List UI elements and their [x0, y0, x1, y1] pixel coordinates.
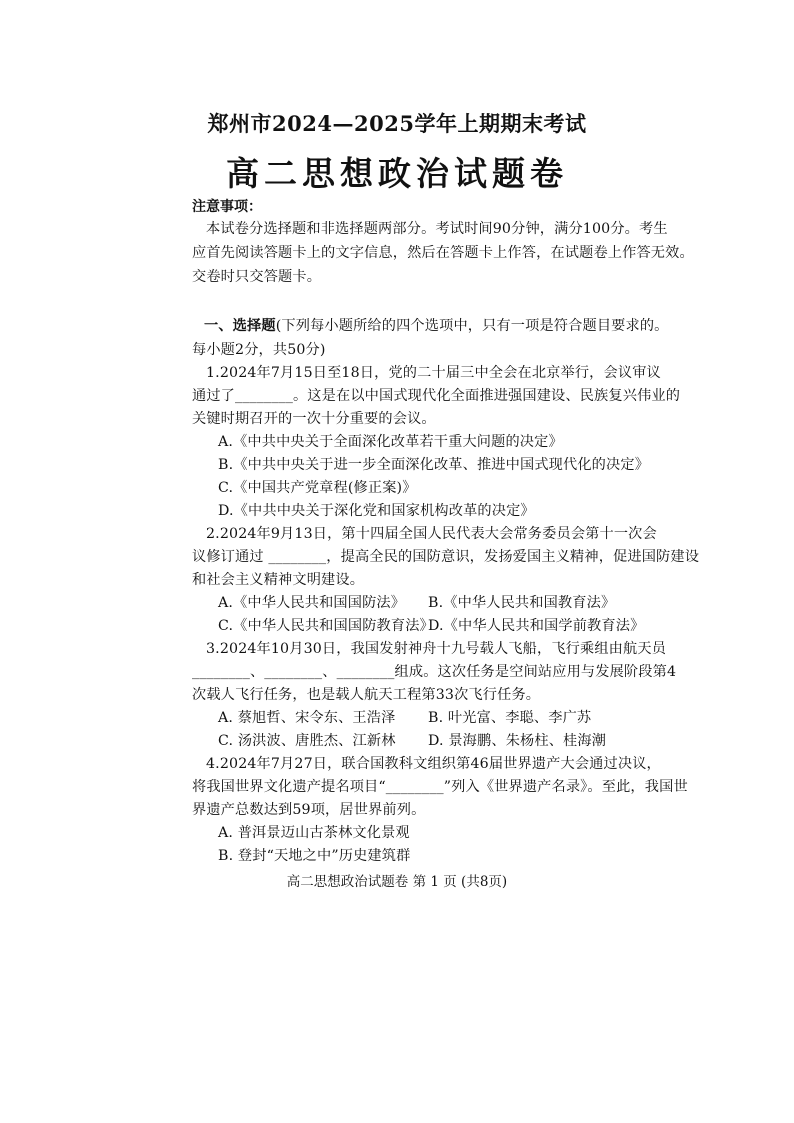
- question-4-stem: 界遗产总数达到59项，居世界前列。: [192, 802, 426, 818]
- question-3-option-c: C. 汤洪波、唐胜杰、江新林: [218, 733, 396, 749]
- question-1-option-c: C.《中国共产党章程(修正案)》: [218, 480, 417, 496]
- question-1-option-a: A.《中共中央关于全面深化改革若干重大问题的决定》: [218, 434, 563, 450]
- question-2-stem: 和社会主义精神文明建设。: [192, 572, 365, 588]
- paper-title: 高二思想政治试题卷: [226, 154, 568, 193]
- question-3-option-b: B. 叶光富、李聪、李广苏: [428, 710, 592, 726]
- question-4-stem: 将我国世界文化遗产提名项目“________”列入《世界遗产名录》。至此，我国世: [192, 779, 688, 795]
- notice-heading: 注意事项：: [192, 199, 262, 215]
- notice-line: 交卷时只交答题卡。: [192, 269, 322, 285]
- question-2-option-d: D.《中华人民共和国学前教育法》: [428, 618, 645, 634]
- question-1-stem: 关键时期召开的一次十分重要的会议。: [192, 411, 436, 427]
- question-2-stem: 议修订通过 ________，提高全民的国防意识，发扬爱国主义精神，促进国防建设: [192, 549, 700, 565]
- question-1-option-d: D.《中共中央关于深化党和国家机构改革的决定》: [218, 503, 535, 519]
- notice-line: 应首先阅读答题卡上的文字信息，然后在答题卡上作答，在试题卷上作答无效。: [192, 245, 694, 261]
- question-4-option-b: B. 登封“天地之中”历史建筑群: [218, 848, 411, 864]
- question-2-option-b: B.《中华人民共和国教育法》: [428, 595, 616, 611]
- question-2-stem: 2.2024年9月13日，第十四届全国人民代表大会常务委员会第十一次会: [206, 526, 657, 542]
- question-4-option-a: A. 普洱景迈山古茶林文化景观: [218, 825, 410, 841]
- section-instruction: (下列每小题所给的四个选项中，只有一项是符合题目要求的。: [275, 318, 669, 334]
- question-2-option-a: A.《中华人民共和国国防法》: [218, 595, 406, 611]
- section-heading-line: [204, 315, 669, 335]
- question-4-stem: 4.2024年7月27日，联合国教科文组织第46届世界遗产大会通过决议，: [206, 756, 661, 772]
- question-3-stem: 次载人飞行任务，也是载人航天工程第33次飞行任务。: [192, 687, 541, 703]
- exam-title: 郑州市2024—2025学年上期期末考试: [207, 111, 587, 136]
- section-heading: 一、选择题: [204, 318, 276, 334]
- question-3-option-d: D. 景海鹏、朱杨柱、桂海潮: [428, 733, 607, 749]
- question-1-stem: 1.2024年7月15日至18日，党的二十届三中全会在北京举行，会议审议: [206, 365, 661, 381]
- question-3-option-a: A. 蔡旭哲、宋令东、王浩泽: [218, 710, 396, 726]
- question-2-option-c: C.《中华人民共和国国防教育法》: [218, 618, 434, 634]
- question-3-stem: 3.2024年10月30日，我国发射神舟十九号载人飞船，飞行乘组由航天员: [206, 641, 667, 657]
- question-3-stem: ________、________、________组成。这次任务是空间站应用与发展阶段第4: [192, 664, 677, 680]
- page-footer: 高二思想政治试题卷 第 1 页 (共8页): [286, 874, 508, 890]
- question-1-option-b: B.《中共中央关于进一步全面深化改革、推进中国式现代化的决定》: [218, 457, 650, 473]
- question-1-stem: 通过了________。这是在以中国式现代化全面推进强国建设、民族复兴伟业的: [192, 388, 681, 404]
- notice-line: 本试卷分选择题和非选择题两部分。考试时间90分钟，满分100分。考生: [206, 221, 668, 237]
- section-instruction-cont: 每小题2分，共50分): [192, 342, 326, 358]
